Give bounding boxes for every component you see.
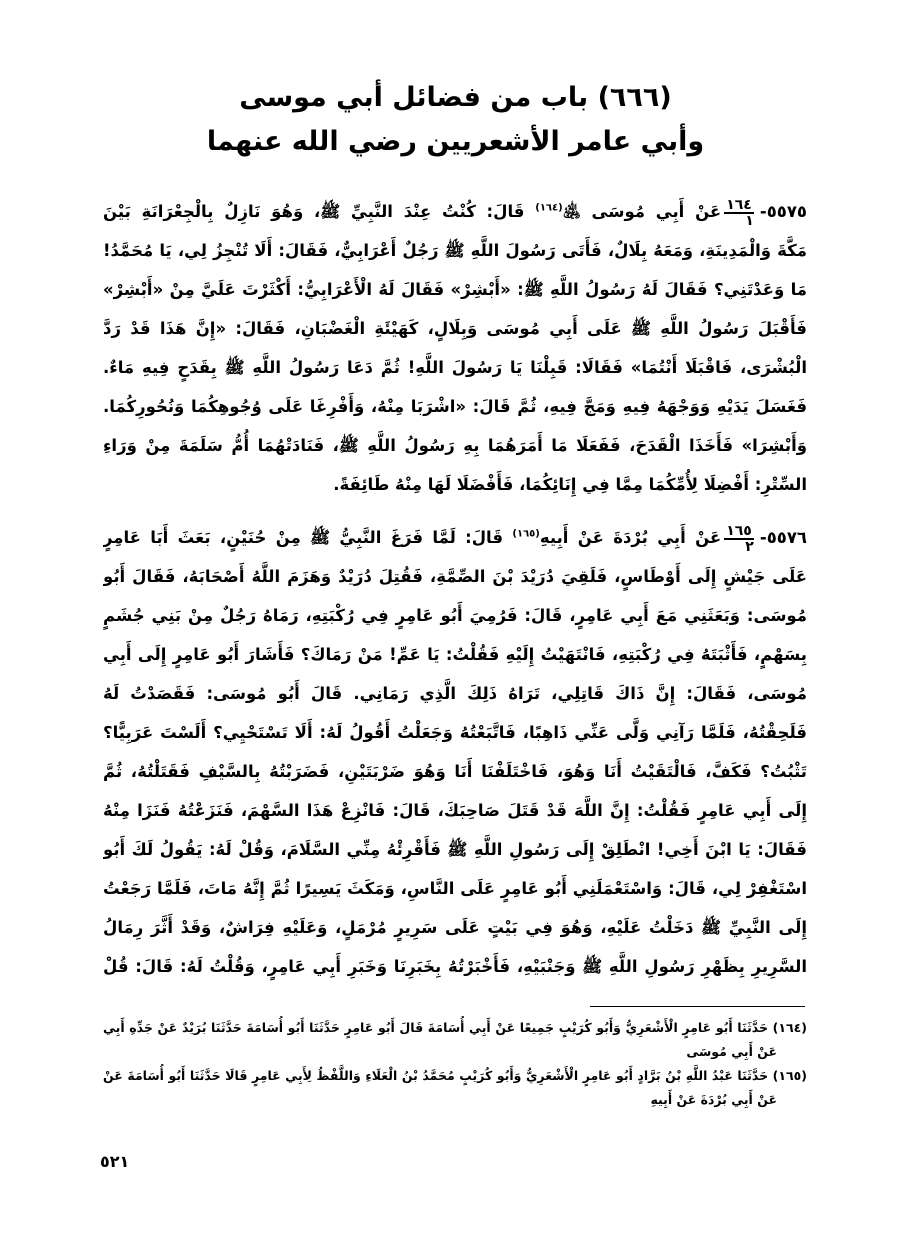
text-line: فَلَحِقْتُهُ، فَلَمَّا رَآنِي وَلَّى عَنِّي ذَاهِبًا، فَاتَّبَعْتُهُ وَجَعَلْتُ أَقُولُ لَهُ: أَلَا تَسْتَحْيِي؟ أَلَسْتَ عَرَبِيًّا؟ <box>103 723 807 742</box>
text-line: اسْتَغْفِرْ لِي، قَالَ: وَاسْتَعْمَلَنِي أَبُو عَامِرٍ عَلَى النَّاسِ، وَمَكَثَ يَسِيرًا ثُمَّ إِنَّهُ مَاتَ، فَلَمَّا رَجَعْتُ <box>103 879 807 898</box>
text-line: مَا وَعَدْتَنِي؟ فَقَالَ لَهُ رَسُولُ اللَّهِ ﷺ: «أَبْشِرْ» فَقَالَ لَهُ الْأَعْرَابِيُّ: أَكْثَرْتَ عَلَيَّ مِنْ «أَبْشِرْ» <box>103 280 807 299</box>
footnote-164 <box>103 1016 807 1064</box>
text-line: مَكَّةَ وَالْمَدِينَةِ، وَمَعَهُ بِلَالٌ، فَأَتَى رَسُولَ اللَّهِ ﷺ رَجُلٌ أَعْرَابِيٌّ، فَقَالَ: أَلَا تُنْجِزُ لِي، يَا مُحَمَّدُ! <box>103 241 807 260</box>
text-line <box>103 192 807 231</box>
text-line: فَأَقْبَلَ رَسُولُ اللَّهِ ﷺ عَلَى أَبِي مُوسَى وَبِلَالٍ، كَهَيْئَةِ الْغَضْبَانِ، فَقَالَ: «إِنَّ هَذَا قَدْ رَدَّ <box>103 319 807 338</box>
footnote-ref[interactable]: (١٦٥) <box>512 528 540 540</box>
fraction-bottom: ١ <box>745 212 754 229</box>
hadith-5576 <box>103 518 807 986</box>
text-line: إِلَى النَّبِيِّ ﷺ دَخَلْتُ عَلَيْهِ، وَهُوَ فِي بَيْتٍ عَلَى سَرِيرٍ مُرْمَلٍ، وَعَلَيْهِ فِرَاشٌ، وَقَدْ أَثَّرَ رِمَالُ <box>103 918 807 937</box>
text-line: فَغَسَلَ يَدَيْهِ وَوَجْهَهُ فِيهِ وَمَجَّ فِيهِ، ثُمَّ قَالَ: «اشْرَبَا مِنْهُ، وَأَفْرِغَا عَلَى وُجُوهِكُمَا وَنُحُورِكُمَا. <box>103 397 807 416</box>
text-line: تَثْبُتُ؟ فَكَفَّ، فَالْتَقَيْتُ أَنَا وَهُوَ، فَاخْتَلَفْنَا أَنَا وَهُوَ ضَرْبَتَيْنِ، فَضَرَبْتُهُ بِالسَّيْفِ فَقَتَلْتُهُ، ثُمَّ <box>103 762 807 781</box>
footnote-165 <box>103 1064 807 1112</box>
text-line: الْبُشْرَى، فَاقْبَلَا أَنْتُمَا» فَقَالَا: قَبِلْنَا يَا رَسُولَ اللَّهِ! ثُمَّ دَعَا رَسُولُ اللَّهِ ﷺ بِقَدَحٍ فِيهِ مَاءٌ. <box>103 358 807 377</box>
text-line: مُوسَى، فَقَالَ: إِنَّ ذَاكَ قَاتِلِي، تَرَاهُ ذَلِكَ الَّذِي رَمَانِي. قَالَ أَبُو مُوسَى: فَقَصَدْتُ لَهُ <box>103 684 807 703</box>
hadith-number: ٥٥٧٦- <box>759 528 807 547</box>
footnotes <box>103 1016 807 1112</box>
fraction-top: ١٦٥ <box>726 522 752 539</box>
footnote-line: (١٦٤) حَدَّثَنَا أَبُو عَامِرٍ الْأَشْعَرِيُّ وَأَبُو كُرَيْبٍ جَمِيعًا عَنْ أَبِي أُسَامَةَ قَالَ أَبُو عَامِرٍ حَدَّثَنَا أَبُو أُسَامَةَ حَدَّثَنَا بُرَيْدٌ عَنْ جَدِّهِ أَبِي <box>103 1020 807 1035</box>
hadith-5575 <box>103 192 807 504</box>
text-line: السِّتْرِ: أَفْضِلَا لِأُمِّكُمَا مِمَّا فِي إِنَائِكُمَا، فَأَفْضَلَا لَهَا مِنْهُ طَائِفَةً. <box>333 475 807 494</box>
hadith-fraction <box>724 524 754 554</box>
chapter-title-line-2: وأبي عامر الأشعريين رضي الله عنهما <box>206 126 705 157</box>
page-number: ٥٢١ <box>100 1152 130 1171</box>
text-line: السَّرِيرِ بِظَهْرِ رَسُولِ اللَّهِ ﷺ وَجَنْبَيْهِ، فَأَخْبَرْتُهُ بِخَبَرِنَا وَخَبَرِ أَبِي عَامِرٍ، وَقُلْتُ لَهُ: قَالَ: قُلْ <box>103 957 807 976</box>
text-line: بِسَهْمٍ، فَأَثْبَتَهُ فِي رُكْبَتِهِ، فَانْتَهَيْتُ إِلَيْهِ فَقُلْتُ: يَا عَمِّ! مَنْ رَمَاكَ؟ فَأَشَارَ أَبُو عَامِرٍ إِلَى أَبِي <box>103 645 807 664</box>
text-segment: قَالَ: لَمَّا فَرَغَ النَّبِيُّ ﷺ مِنْ حُنَيْنٍ، بَعَثَ أَبَا عَامِرٍ <box>103 528 504 547</box>
hadith-fraction <box>724 198 754 228</box>
chapter-title-line-1: (٦٦٦) باب من فضائل أبي موسى <box>239 82 672 113</box>
text-line: عَلَى جَيْشٍ إِلَى أَوْطَاسٍ، فَلَقِيَ دُرَيْدَ بْنَ الصِّمَّةِ، فَقُتِلَ دُرَيْدٌ وَهَزَمَ اللَّهُ أَصْحَابَهُ، فَقَالَ أَبُو <box>103 567 807 586</box>
text-line <box>103 518 807 557</box>
fraction-top: ١٦٤ <box>726 196 752 213</box>
text-segment: عَنْ أَبِي مُوسَى ﵁ <box>562 202 722 221</box>
footnote-line: عَنْ أَبِي بُرْدَةَ عَنْ أَبِيهِ <box>650 1092 777 1107</box>
text-line: إِلَى أَبِي عَامِرٍ فَقُلْتُ: إِنَّ اللَّهَ قَدْ قَتَلَ صَاحِبَكَ، قَالَ: فَانْزِعْ هَذَا السَّهْمَ، فَنَزَعْتُهُ فَنَزَا مِنْهُ <box>103 801 807 820</box>
text-line: مُوسَى: وَبَعَثَنِي مَعَ أَبِي عَامِرٍ، قَالَ: فَرُمِيَ أَبُو عَامِرٍ فِي رُكْبَتِهِ، رَمَاهُ رَجُلٌ مِنْ بَنِي جُشَمٍ <box>103 606 807 625</box>
text-segment: عَنْ أَبِي بُرْدَةَ عَنْ أَبِيهِ <box>539 528 722 547</box>
text-segment: قَالَ: كُنْتُ عِنْدَ النَّبِيِّ ﷺ، وَهُوَ نَازِلٌ بِالْجِعْرَانَةِ بَيْنَ <box>103 202 525 221</box>
text-line: وَأَبْشِرَا» فَأَخَذَا الْقَدَحَ، فَفَعَلَا مَا أَمَرَهُمَا بِهِ رَسُولُ اللَّهِ ﷺ، فَنَادَتْهُمَا أُمُّ سَلَمَةَ مِنْ وَرَاءِ <box>103 436 807 455</box>
footnote-line: عَنْ أَبِي مُوسَى <box>686 1044 777 1059</box>
footnote-line: (١٦٥) حَدَّثَنَا عَبْدُ اللَّهِ بْنُ بَرَّادٍ أَبُو عَامِرٍ الْأَشْعَرِيُّ وَأَبُو كُرَيْبٍ مُحَمَّدُ بْنُ الْعَلَاءِ وَاللَّفْظُ لِأَبِي عَامِرٍ قَالَا حَدَّثَنَا أَبُو أُسَامَةَ عَنْ <box>103 1068 807 1083</box>
text-line: فَقَالَ: يَا ابْنَ أَخِي! انْطَلِقْ إِلَى رَسُولِ اللَّهِ ﷺ فَأَقْرِئْهُ مِنِّي السَّلَامَ، وَقُلْ لَهُ: يَقُولُ لَكَ أَبُو <box>103 840 807 859</box>
footnote-ref[interactable]: (١٦٤) <box>535 202 563 214</box>
fraction-bottom: ٢ <box>745 538 754 555</box>
footnote-separator <box>590 1006 805 1007</box>
hadith-number: ٥٥٧٥- <box>759 202 807 221</box>
